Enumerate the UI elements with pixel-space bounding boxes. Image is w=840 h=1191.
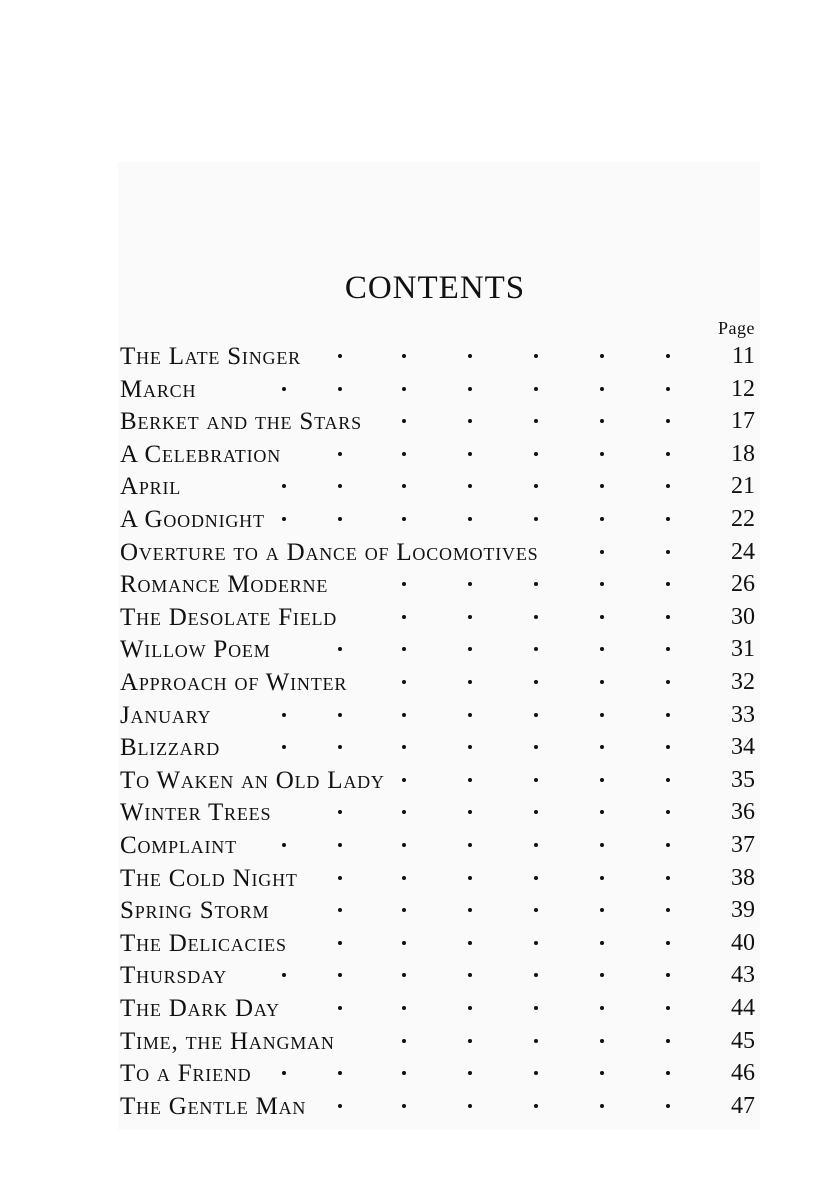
leader-dot	[402, 908, 406, 912]
leader-dot	[338, 941, 342, 945]
leader-dot	[534, 1006, 538, 1010]
leader-dot	[534, 713, 538, 717]
leader-dot	[402, 419, 406, 423]
leader-dot	[600, 1039, 604, 1043]
leader-dot	[468, 745, 472, 749]
toc-entry	[120, 832, 755, 864]
leader-dot	[666, 843, 670, 847]
leader-dot	[468, 387, 472, 391]
toc-entry	[120, 343, 755, 375]
toc-entry	[120, 506, 755, 538]
toc-entry-title: A Goodnight	[120, 506, 265, 533]
leader-dot	[534, 452, 538, 456]
toc-entry-page: 11	[731, 343, 755, 369]
leader-dot	[402, 876, 406, 880]
leader-dot	[600, 354, 604, 358]
page-title: CONTENTS	[344, 270, 526, 306]
leader-dot	[666, 452, 670, 456]
leader-dot	[666, 1006, 670, 1010]
leader-dot	[282, 387, 286, 391]
leader-dot	[534, 941, 538, 945]
leader-dot	[666, 550, 670, 554]
toc-entry-title: The Late Singer	[120, 343, 301, 370]
toc-entry-title: March	[120, 375, 197, 403]
leader-dot	[666, 778, 670, 782]
leader-dot	[402, 647, 406, 651]
leader-dot	[402, 517, 406, 521]
leader-dot	[402, 1071, 406, 1075]
toc-entry-title: The Delicacies	[120, 929, 287, 957]
toc-entry	[120, 767, 755, 799]
leader-dot	[534, 680, 538, 684]
leader-dot	[282, 973, 286, 977]
leader-dot	[402, 1039, 406, 1043]
toc-entry-title: Berket and the Stars	[120, 408, 362, 436]
leader-dot	[534, 484, 538, 488]
toc-entry-page: 34	[731, 734, 755, 761]
leader-dot	[600, 745, 604, 749]
leader-dot	[600, 876, 604, 880]
leader-dot	[666, 745, 670, 749]
toc-entry	[120, 1060, 755, 1092]
leader-dot	[402, 1104, 406, 1108]
leader-dot	[338, 908, 342, 912]
toc-entry-page: 33	[731, 701, 755, 728]
leader-dot	[468, 419, 472, 423]
toc-entry-title: Overture to a Dance of Locomotives	[120, 538, 539, 566]
toc-entry	[120, 865, 755, 897]
leader-dot	[666, 517, 670, 521]
toc-entry-title: Spring Storm	[120, 897, 270, 925]
leader-dot	[666, 419, 670, 423]
leader-dot	[402, 713, 406, 717]
leader-dot	[534, 517, 538, 521]
toc-entry-page: 30	[731, 603, 755, 630]
leader-dot	[666, 1039, 670, 1043]
leader-dot	[468, 1104, 472, 1108]
leader-dot	[666, 615, 670, 619]
toc-entry	[120, 1093, 755, 1125]
toc-entry-page: 37	[731, 832, 755, 858]
leader-dot	[402, 452, 406, 456]
toc-entry-title: April	[120, 473, 182, 501]
leader-dot	[402, 941, 406, 945]
leader-dot	[338, 387, 342, 391]
leader-dot	[600, 387, 604, 391]
leader-dot	[338, 876, 342, 880]
toc-entry-page: 46	[731, 1060, 755, 1087]
toc-entry-page: 45	[731, 1027, 755, 1054]
leader-dot	[402, 484, 406, 488]
leader-dot	[666, 387, 670, 391]
leader-dot	[600, 517, 604, 521]
leader-dot	[600, 582, 604, 586]
leader-dot	[282, 517, 286, 521]
leader-dot	[600, 941, 604, 945]
leader-dot	[402, 843, 406, 847]
leader-dot	[402, 745, 406, 749]
leader-dot	[600, 550, 604, 554]
leader-dot	[282, 713, 286, 717]
leader-dot	[468, 1006, 472, 1010]
leader-dot	[468, 484, 472, 488]
leader-dot	[468, 810, 472, 814]
toc-entry	[120, 734, 755, 766]
toc-entry	[120, 669, 755, 701]
leader-dot	[600, 908, 604, 912]
leader-dot	[468, 680, 472, 684]
leader-dot	[468, 973, 472, 977]
leader-dot	[338, 1104, 342, 1108]
leader-dot	[402, 615, 406, 619]
leader-dot	[468, 647, 472, 651]
toc-entry-page: 35	[731, 766, 755, 793]
toc-entry-page: 36	[731, 799, 755, 826]
toc-entry-page: 39	[731, 897, 755, 924]
toc-entry	[120, 636, 755, 668]
leader-dot	[666, 908, 670, 912]
leader-dot	[338, 452, 342, 456]
toc-entry	[120, 441, 755, 473]
toc-entry	[120, 702, 755, 734]
leader-dot	[468, 517, 472, 521]
leader-dot	[534, 908, 538, 912]
leader-dot	[666, 582, 670, 586]
leader-dot	[600, 680, 604, 684]
toc-entry	[120, 473, 755, 505]
toc-entry	[120, 571, 755, 603]
leader-dot	[600, 647, 604, 651]
toc-entry-page: 47	[731, 1092, 755, 1119]
leader-dot	[600, 452, 604, 456]
leader-dot	[338, 484, 342, 488]
leader-dot	[402, 1006, 406, 1010]
toc-entry	[120, 1028, 755, 1060]
leader-dot	[600, 419, 604, 423]
leader-dot	[338, 843, 342, 847]
leader-dot	[338, 354, 342, 358]
leader-dot	[534, 973, 538, 977]
toc-entry-page: 44	[731, 995, 755, 1021]
leader-dot	[338, 1071, 342, 1075]
leader-dot	[534, 778, 538, 782]
toc-entry-title: The Gentle Man	[120, 1092, 307, 1120]
toc-entry-title: Time, the Hangman	[120, 1027, 335, 1055]
leader-dot	[666, 973, 670, 977]
leader-dot	[534, 843, 538, 847]
leader-dot	[666, 876, 670, 880]
toc-entry	[120, 604, 755, 636]
toc-entry-title: To Waken an Old Lady	[120, 766, 385, 794]
leader-dot	[468, 876, 472, 880]
leader-dot	[282, 843, 286, 847]
leader-dot	[338, 713, 342, 717]
leader-dot	[468, 778, 472, 782]
toc-entry-page: 22	[731, 506, 755, 532]
toc-entry	[120, 962, 755, 994]
leader-dot	[600, 1104, 604, 1108]
leader-dot	[468, 713, 472, 717]
leader-dot	[666, 1104, 670, 1108]
leader-dot	[534, 419, 538, 423]
leader-dot	[468, 615, 472, 619]
leader-dot	[468, 941, 472, 945]
leader-dot	[468, 908, 472, 912]
leader-dot	[600, 484, 604, 488]
leader-dot	[402, 680, 406, 684]
toc-entry	[120, 930, 755, 962]
leader-dot	[600, 973, 604, 977]
leader-dot	[282, 1071, 286, 1075]
toc-entry-page: 31	[731, 636, 755, 663]
leader-dot	[666, 1071, 670, 1075]
toc-entry-page: 26	[731, 571, 755, 598]
leader-dot	[666, 484, 670, 488]
toc-entry-title: Blizzard	[120, 734, 221, 762]
leader-dot	[468, 1039, 472, 1043]
toc-entry	[120, 995, 755, 1027]
leader-dot	[468, 354, 472, 358]
leader-dot	[600, 810, 604, 814]
leader-dot	[402, 973, 406, 977]
toc-entry-title: Romance Moderne	[120, 571, 329, 599]
toc-entry	[120, 799, 755, 831]
leader-dot	[402, 778, 406, 782]
toc-entry-title: January	[120, 701, 212, 729]
page-column-label: Page	[718, 318, 755, 338]
leader-dot	[468, 452, 472, 456]
toc-entry-page: 32	[731, 669, 755, 695]
leader-dot	[600, 713, 604, 717]
leader-dot	[338, 647, 342, 651]
leader-dot	[666, 810, 670, 814]
leader-dot	[534, 582, 538, 586]
leader-dot	[666, 647, 670, 651]
leader-dot	[402, 387, 406, 391]
leader-dot	[282, 745, 286, 749]
leader-dot	[600, 615, 604, 619]
toc-entry-title: Willow Poem	[120, 636, 271, 664]
toc-entry-page: 12	[731, 375, 755, 402]
leader-dot	[534, 1071, 538, 1075]
toc-entry-page: 18	[731, 440, 755, 467]
toc-entry-page: 21	[731, 473, 755, 500]
leader-dot	[666, 941, 670, 945]
leader-dot	[666, 713, 670, 717]
leader-dot	[338, 745, 342, 749]
toc-entry-title: The Cold Night	[120, 864, 298, 892]
toc-entry-page: 38	[731, 864, 755, 891]
toc-entry-title: Thursday	[120, 962, 228, 990]
toc-entry	[120, 408, 755, 440]
leader-dot	[534, 354, 538, 358]
leader-dot	[468, 582, 472, 586]
toc-entry-page: 24	[731, 538, 755, 565]
toc-entry	[120, 897, 755, 929]
leader-dot	[468, 843, 472, 847]
leader-dot	[600, 1006, 604, 1010]
leader-dot	[534, 615, 538, 619]
toc-entry	[120, 539, 755, 571]
leader-dot	[600, 1071, 604, 1075]
leader-dot	[402, 354, 406, 358]
leader-dot	[534, 1039, 538, 1043]
leader-dot	[534, 810, 538, 814]
leader-dot	[534, 745, 538, 749]
leader-dot	[600, 778, 604, 782]
toc-entry-title: Approach of Winter	[120, 669, 348, 696]
leader-dot	[402, 810, 406, 814]
leader-dot	[534, 876, 538, 880]
leader-dot	[338, 517, 342, 521]
leader-dot	[600, 843, 604, 847]
toc-entry-page: 17	[731, 408, 755, 435]
leader-dot	[534, 647, 538, 651]
leader-dot	[666, 354, 670, 358]
toc-entry-title: The Dark Day	[120, 995, 280, 1022]
toc-entry-page: 40	[731, 929, 755, 956]
leader-dot	[338, 810, 342, 814]
toc-entry-title: Winter Trees	[120, 799, 272, 827]
toc-entry-title: A Celebration	[120, 440, 281, 468]
leader-dot	[338, 1006, 342, 1010]
toc-entry-title: Complaint	[120, 832, 237, 859]
leader-dot	[338, 973, 342, 977]
leader-dot	[534, 387, 538, 391]
toc-entry-title: To a Friend	[120, 1060, 252, 1088]
leader-dot	[666, 680, 670, 684]
leader-dot	[402, 582, 406, 586]
toc-entry	[120, 376, 755, 408]
leader-dot	[468, 1071, 472, 1075]
leader-dot	[282, 484, 286, 488]
toc-entry-title: The Desolate Field	[120, 603, 338, 631]
toc-entry-page: 43	[731, 962, 755, 989]
leader-dot	[534, 1104, 538, 1108]
